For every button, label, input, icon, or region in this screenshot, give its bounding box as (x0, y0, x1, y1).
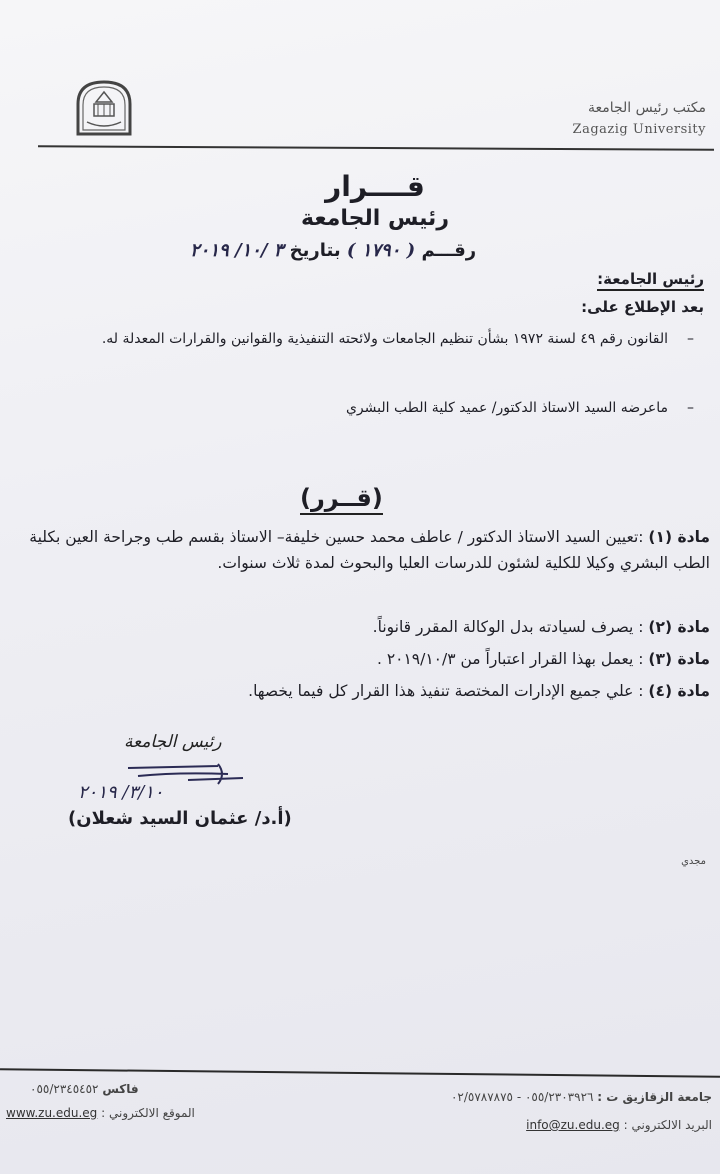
number-label: رقـــم (421, 240, 477, 261)
article-text: :تعيين السيد الاستاذ الدكتور / عاطف محمد حسين خليفة– الاستاذ بقسم طب وجراحة العين بكلية الطب البشري وكيلا للكلية لشئون للدرسات العليا والبحوث لمدة ثلاث سنوات. (29, 528, 710, 572)
footer-rule (0, 1068, 720, 1078)
footer-email: البريد الالكتروني : info@zu.edu.eg (526, 1118, 712, 1132)
typist-initials: مجدي (681, 856, 706, 867)
signature-date: ٣/١٠/ ٢٠١٩ (78, 782, 164, 803)
footer-website: الموقع الالكتروني : www.zu.edu.eg (6, 1106, 195, 1120)
university-seal-icon (72, 78, 136, 140)
article-4 (20, 678, 710, 704)
preamble-subheading: بعد الإطلاع على: (581, 298, 704, 316)
preamble-bullet-1: – القانون رقم ٤٩ لسنة ١٩٧٢ بشأن تنظيم الجامعات ولائحته التنفيذية والقوانين والقرارات المعدلة له. (101, 331, 694, 347)
signature-title: رئيس الجامعة (124, 732, 222, 752)
issuer-title: رئيس الجامعة (301, 206, 449, 231)
decision-heading: (قــرر) (300, 484, 383, 512)
date-label: بتاريخ (289, 240, 341, 261)
article-3 (20, 646, 710, 672)
article-label: مادة (١) (648, 528, 710, 546)
article-text: : علي جميع الإدارات المختصة تنفيذ هذا القرار كل فيما يخصها. (248, 682, 644, 700)
article-text: : يعمل بهذا القرار اعتباراً من ٢٠١٩/١٠/٣ . (376, 650, 644, 668)
article-label: مادة (٣) (648, 650, 710, 668)
article-text: : يصرف لسيادته بدل الوكالة المقرر قانوناً. (372, 618, 644, 636)
date-value: ٣ /١٠/ ٢٠١٩ (190, 240, 284, 261)
header-rule (38, 145, 714, 151)
article-2 (20, 614, 710, 640)
preamble-bullet-2: – ماعرضه السيد الاستاذ الدكتور/ عميد كلية الطب البشري (345, 400, 694, 416)
footer-fax: فاكس ٠٥٥/٢٣٤٥٤٥٢ (30, 1082, 139, 1096)
article-1 (20, 524, 710, 576)
website-link[interactable]: www.zu.edu.eg (6, 1106, 98, 1120)
footer-phones: جامعة الزقازيق ت : ٠٥٥/٢٣٠٣٩٢٦ - ٠٢/٥٧٨٧٨٧٥ (450, 1090, 712, 1104)
office-name-en: Zagazig University (572, 122, 706, 137)
number-value: ( ١٧٩٠ ) (346, 240, 416, 261)
document-title: قــــرار (325, 170, 425, 203)
signatory-name: (أ.د/ عثمان السيد شعلان) (68, 808, 292, 829)
article-label: مادة (٤) (648, 682, 710, 700)
email-link[interactable]: info@zu.edu.eg (526, 1118, 620, 1132)
article-label: مادة (٢) (648, 618, 710, 636)
office-name-ar: مكتب رئيس الجامعة (587, 100, 706, 116)
decision-number-line (190, 240, 476, 261)
preamble-heading: رئيس الجامعة: (597, 270, 704, 288)
